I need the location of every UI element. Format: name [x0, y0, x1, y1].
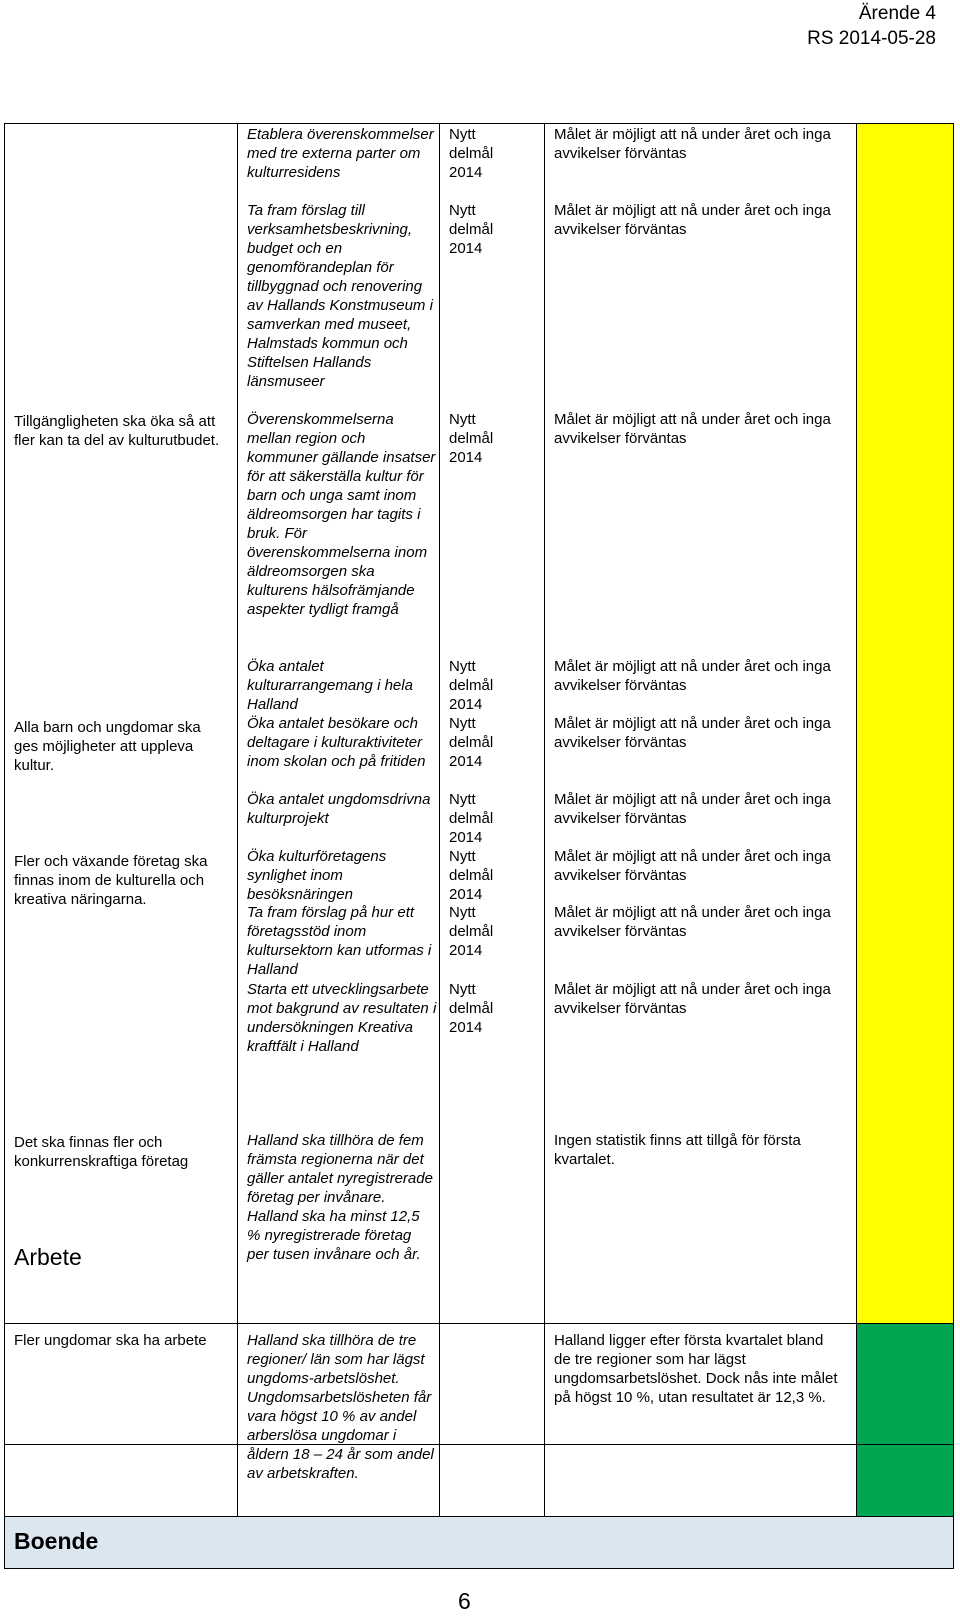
- status-text: Nytt delmål 2014: [449, 411, 494, 466]
- activity-text: Öka antalet ungdomsdrivna kulturprojekt: [247, 791, 431, 827]
- status-text: Nytt delmål 2014: [449, 848, 494, 903]
- column-divider: [856, 123, 857, 1516]
- activity-text: Öka kulturföretagens synlighet inom besöksnäringen: [247, 848, 387, 903]
- comment-text: Målet är möjligt att nå under året och inga avvikelser förväntas: [554, 904, 831, 940]
- header-arende: Ärende 4: [858, 3, 936, 24]
- comment-text: Målet är möjligt att nå under året och inga avvikelser förväntas: [554, 791, 831, 827]
- status-text: Nytt delmål 2014: [449, 658, 494, 713]
- activity-text: Halland ska tillhöra de fem främsta regionerna när det gäller antalet nyregistrerade företag per invånare. Halland ska ha minst 12,5 % nyregistrerade företag per tusen invånare och år.: [247, 1132, 433, 1263]
- header-date: RS 2014-05-28: [807, 28, 936, 49]
- row-divider: [4, 1516, 954, 1517]
- comment-text: Målet är möjligt att nå under året och inga avvikelser förväntas: [554, 715, 831, 751]
- activity-text: Halland ska tillhöra de tre regioner/ län som har lägst ungdoms-arbetslöshet. Ungdomsarbetslösheten får vara högst 10 % av andel arberslösa ungdomar i åldern 18 – 24 år som andel av arbetskraften.: [247, 1332, 434, 1482]
- status-text: Nytt delmål 2014: [449, 791, 494, 846]
- row-divider: [4, 1444, 954, 1445]
- comment-text: Målet är möjligt att nå under året och inga avvikelser förväntas: [554, 202, 831, 238]
- goal-text: Tillgängligheten ska öka så att fler kan ta del av kulturutbudet.: [14, 413, 220, 449]
- status-color-green: [857, 1323, 954, 1516]
- comment-text: Målet är möjligt att nå under året och inga avvikelser förväntas: [554, 848, 831, 884]
- table-border-left: [4, 123, 5, 1569]
- comment-text: Ingen statistik finns att tillgå för första kvartalet.: [554, 1132, 801, 1168]
- activity-text: Ta fram förslag till verksamhetsbeskrivning, budget och en genomförandeplan för tillbyggnad och renovering av Hallands Konstmuseum i samverkan med museet, Halmstads kommun och Stiftelsen Hallands länsmuseer: [247, 202, 433, 390]
- status-text: Nytt delmål 2014: [449, 715, 494, 770]
- status-text: Nytt delmål 2014: [449, 904, 494, 959]
- comment-text: Målet är möjligt att nå under året och inga avvikelser förväntas: [554, 658, 831, 694]
- table-border-top: [4, 123, 954, 124]
- activity-text: Öka antalet besökare och deltagare i kulturaktiviteter inom skolan och på fritiden: [247, 715, 426, 770]
- table-border-right: [953, 123, 954, 1569]
- goal-text: Det ska finnas fler och konkurrenskraftiga företag: [14, 1134, 189, 1170]
- column-divider: [439, 123, 440, 1516]
- boende-section-band: [4, 1516, 954, 1569]
- activity-text: Etablera överenskommelser med tre externa parter om kulturresidens: [247, 126, 434, 181]
- status-text: Nytt delmål 2014: [449, 126, 494, 181]
- section-title-arbete: Arbete: [14, 1244, 82, 1270]
- goal-text: Fler och växande företag ska finnas inom de kulturella och kreativa näringarna.: [14, 853, 208, 908]
- column-divider: [544, 123, 545, 1516]
- row-divider: [4, 1323, 954, 1324]
- goal-text: Fler ungdomar ska ha arbete: [14, 1332, 207, 1349]
- activity-text: Öka antalet kulturarrangemang i hela Halland: [247, 658, 413, 713]
- activity-text: Ta fram förslag på hur ett företagsstöd inom kultursektorn kan utformas i Halland: [247, 904, 432, 978]
- section-title-boende: Boende: [14, 1528, 99, 1554]
- table-border-bottom: [4, 1568, 954, 1569]
- comment-text: Målet är möjligt att nå under året och inga avvikelser förväntas: [554, 981, 831, 1017]
- page-number: 6: [458, 1588, 471, 1614]
- comment-text: Halland ligger efter första kvartalet bland de tre regioner som har lägst ungdomsarbetslöshet. Dock nås inte målet på högst 10 %, utan resultatet är 12,3 %.: [554, 1332, 838, 1406]
- comment-text: Målet är möjligt att nå under året och inga avvikelser förväntas: [554, 126, 831, 162]
- goal-text: Alla barn och ungdomar ska ges möjligheter att uppleva kultur.: [14, 719, 201, 774]
- status-text: Nytt delmål 2014: [449, 202, 494, 257]
- activity-text: Starta ett utvecklingsarbete mot bakgrund av resultaten i undersökningen Kreativa kraftfält i Halland: [247, 981, 437, 1055]
- goals-table: [4, 123, 954, 1569]
- column-divider: [237, 123, 238, 1516]
- activity-text: Överenskommelserna mellan region och kommuner gällande insatser för att säkerställa kultur för barn och unga samt inom äldreomsorgen har tagits i bruk. För överenskommelserna inom äldreomsorgen ska kulturens hälsofrämjande aspekter tydligt framgå: [247, 411, 436, 618]
- status-text: Nytt delmål 2014: [449, 981, 494, 1036]
- comment-text: Målet är möjligt att nå under året och inga avvikelser förväntas: [554, 411, 831, 447]
- status-color-yellow: [857, 123, 954, 1323]
